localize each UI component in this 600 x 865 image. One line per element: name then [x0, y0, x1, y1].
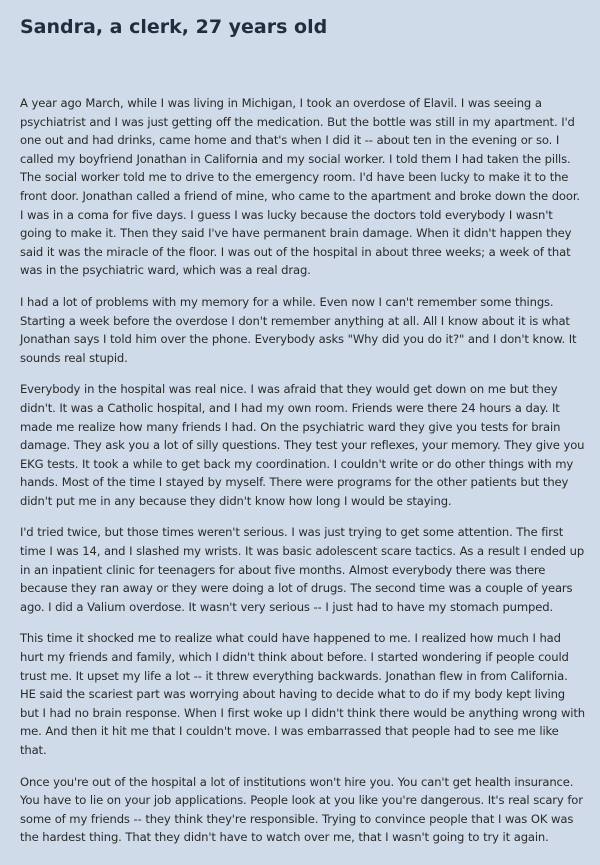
paragraph: Once you're out of the hospital a lot of institutions won't hire you. You can't get health insurance. You have to lie on your job applications. People look at you like you're dangerous. It's real scary for some of my friends -- they think they're responsible. Trying to convince people that I was OK was the hardest thing. That they didn't have to watch over me, that I wasn't going to try it again.	[20, 774, 583, 845]
page-title: Sandra, a clerk, 27 years old	[20, 16, 328, 38]
paragraph: I had a lot of problems with my memory for a while. Even now I can't remember some things. Starting a week before the overdose I don't remember anything at all. All I know about it is what Jonathan says I told him over the phone. Everybody asks "Why did you do it?" and I don't know. It sounds real stupid.	[20, 294, 577, 365]
paragraph: This time it shocked me to realize what could have happened to me. I realized how much I had hurt my friends and family, which I didn't think about before. I started wondering if people could trust me. It upset my life a lot -- it threw everything backwards. Jonathan flew in from California. HE said the scariest part was worrying about having to decide what to do if my body kept living but I had no brain response. When I first woke up I didn't think there would be anything wrong with me. And then it hit me that I couldn't move. I was embarrassed that people had to see me like that.	[20, 631, 585, 757]
paragraph: I'd tried twice, but those times weren't serious. I was just trying to get some attention. The first time I was 14, and I slashed my wrists. It was basic adolescent scare tactics. As a result I ended up in an inpatient clinic for teenagers for about five months. Almost everybody there was there because they ran away or they were doing a lot of drugs. The second time was a couple of years ago. I did a Valium overdose. It wasn't very serious -- I just had to have my stomach pumped.	[20, 525, 585, 614]
paragraph: A year ago March, while I was living in Michigan, I took an overdose of Elavil. I was seeing a psychiatrist and I was just getting off the medication. But the bottle was still in my apartment. I'd one out and had drinks, came home and that's when I did it -- about ten in the evening or so. I called my boyfriend Jonathan in California and my social worker. I told them I had taken the pills. The social worker told me to drive to the emergency room. I'd have been lucky to make it to the front door. Jonathan called a friend of mine, who came to the apartment and broke down the door. I was in a coma for five days. I guess I was lucky because the doctors told everybody I wasn't going to make it. Then they said I've have permanent brain damage. When it didn't happen they said it was the miracle of the floor. I was out of the hospital in about three weeks; a week of that was in the psychiatric ward, which was a real drag.	[20, 96, 580, 278]
article-body	[20, 94, 586, 847]
paragraph: Everybody in the hospital was real nice. I was afraid that they would get down on me but they didn't. It was a Catholic hospital, and I had my own room. Friends were there 24 hours a day. It made me realize how many friends I had. On the psychiatric ward they give you tests for brain damage. They ask you a lot of silly questions. They test your reflexes, your memory. They give you EKG tests. It took a while to get back my coordination. I couldn't write or do other things with my hands. Most of the time I stayed by myself. There were programs for the other patients but they didn't put me in any because they didn't know how long I would be staying.	[20, 382, 585, 508]
